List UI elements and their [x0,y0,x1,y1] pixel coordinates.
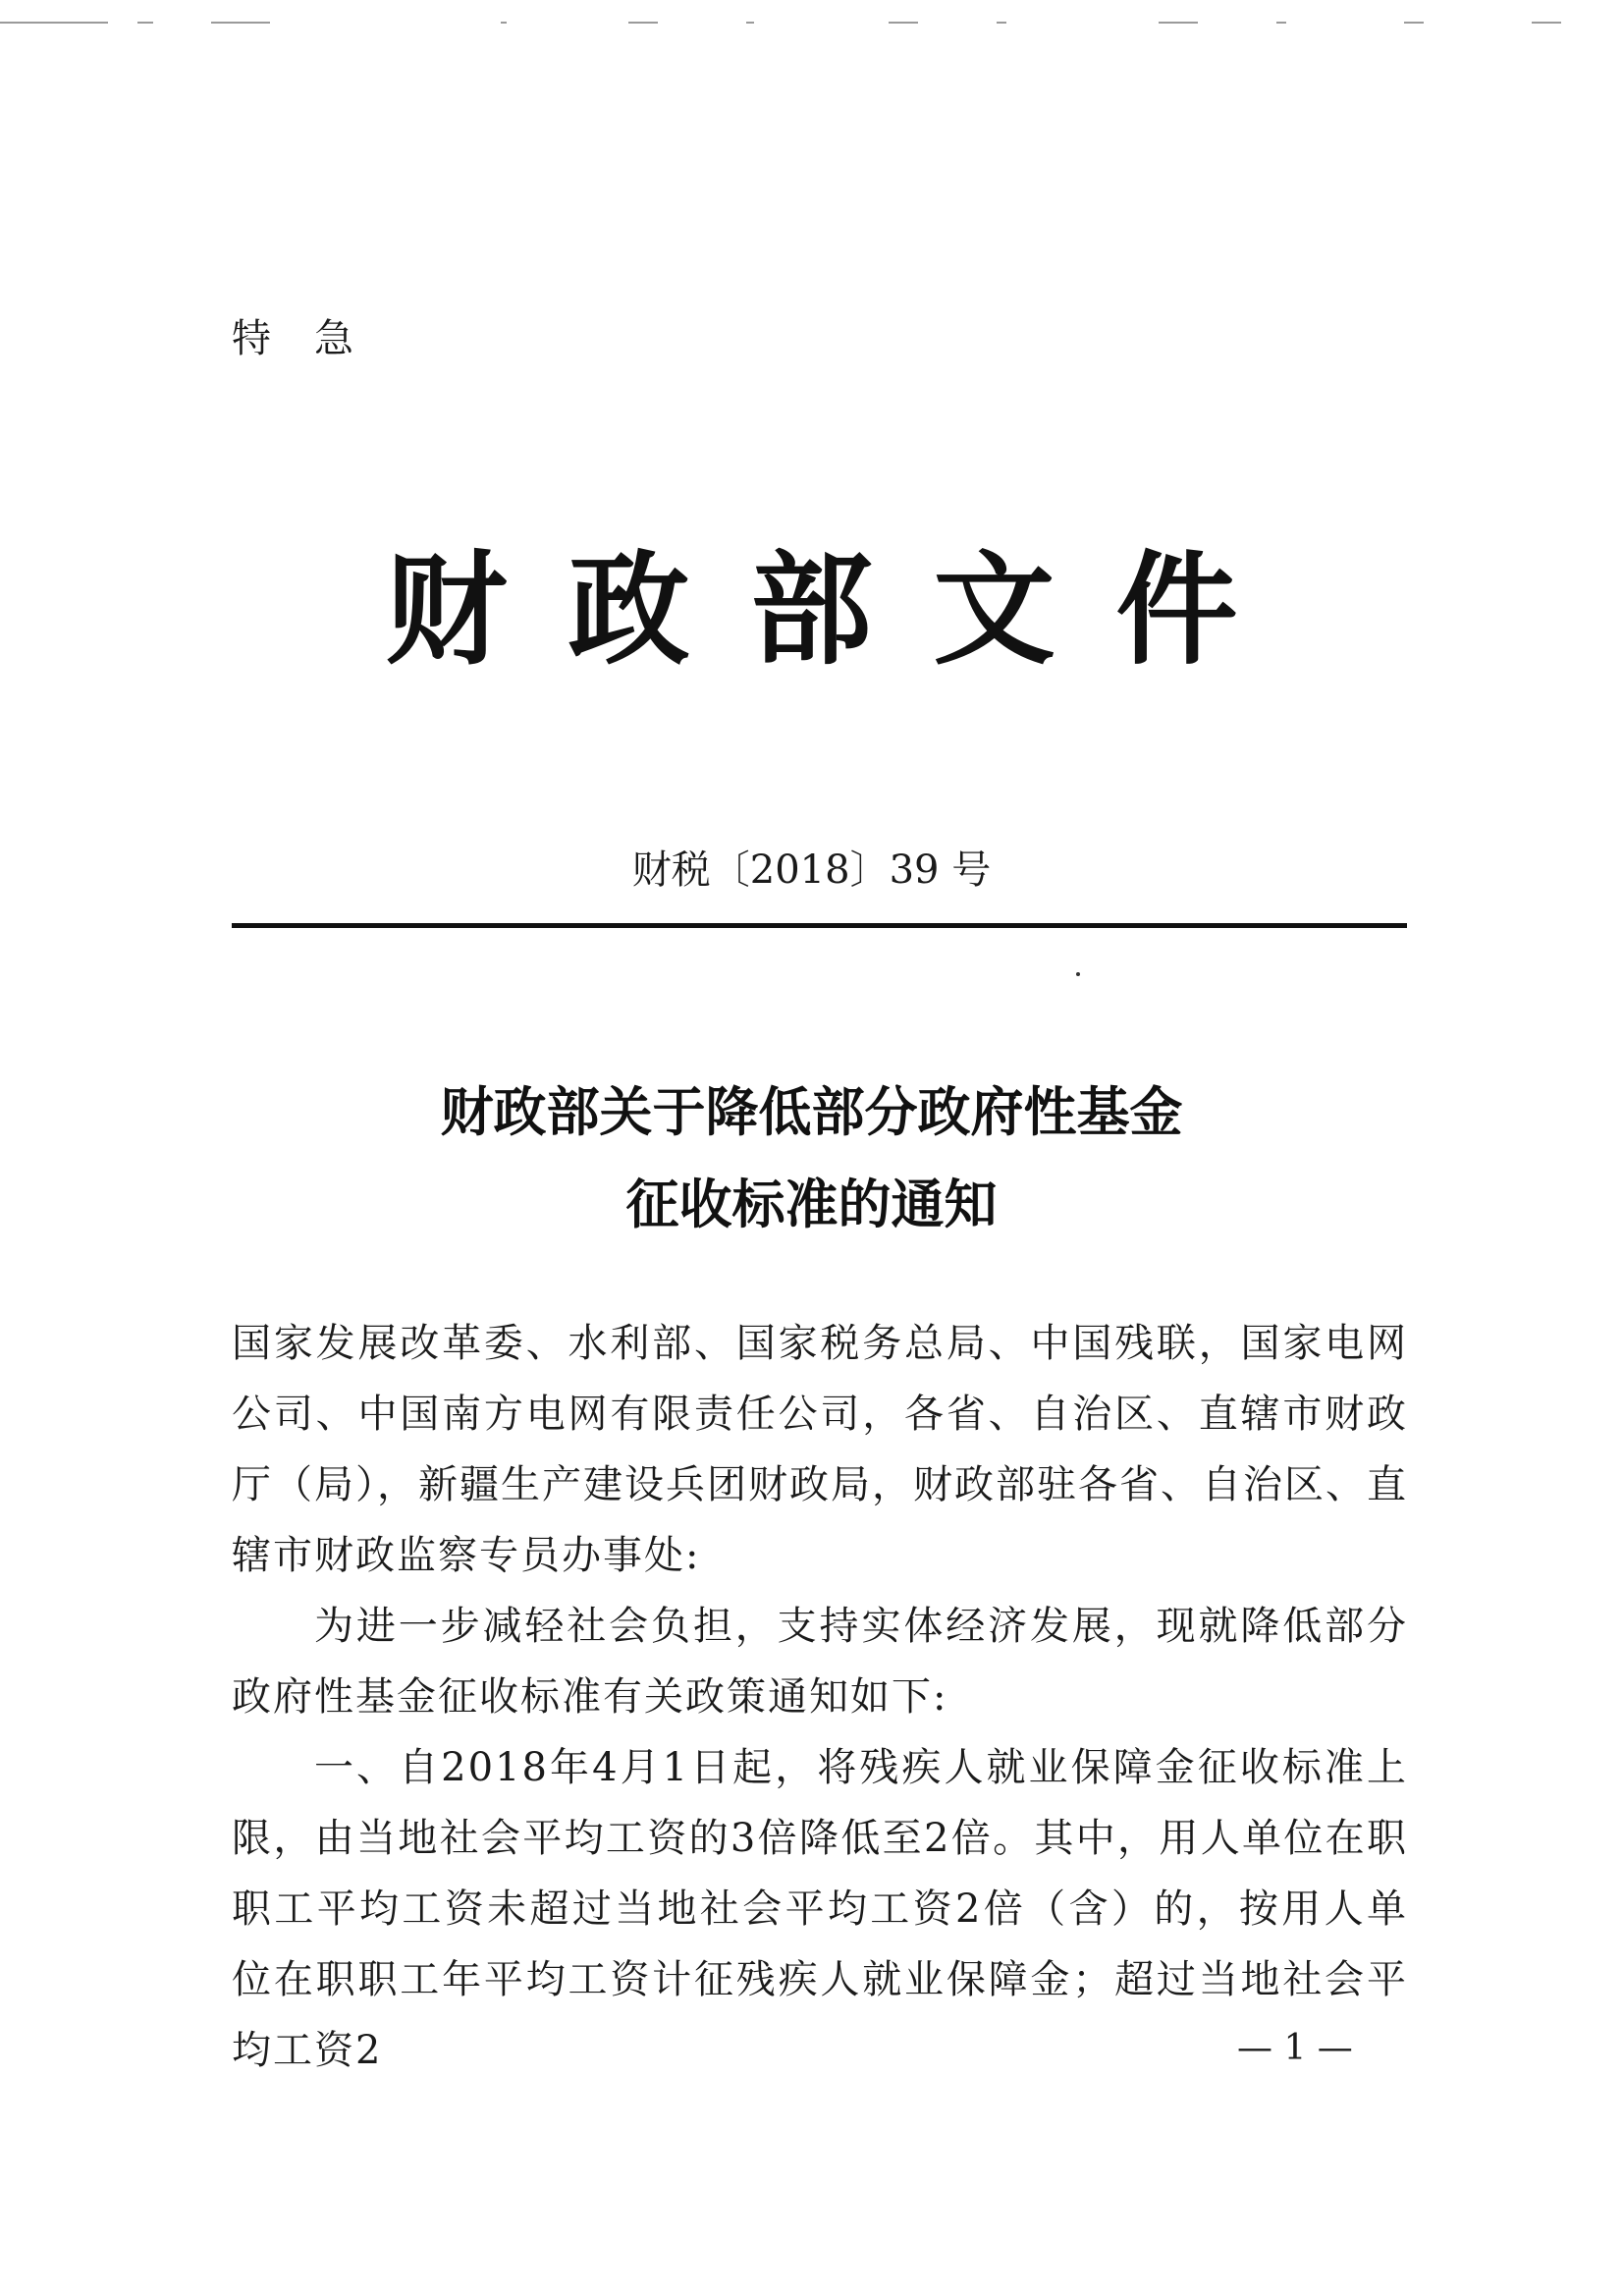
policy-paragraph-1: 一、自2018年4月1日起，将残疾人就业保障金征收标准上限，由当地社会平均工资的3倍降低至2倍。其中，用人单位在职职工平均工资未超过当地社会平均工资2倍（含）的，按用人单位在职职工年平均工资计征残疾人就业保障金；超过当地社会平均工资2 [232,1745,1408,2073]
recipients-paragraph: 国家发展改革委、水利部、国家税务总局、中国残联，国家电网公司、中国南方电网有限责任公司，各省、自治区、直辖市财政厅（局），新疆生产建设兵团财政局，财政部驻各省、自治区、直辖市财政监察专员办事处: [232,1321,1408,1578]
scan-speck [1276,22,1286,24]
scan-speck [746,22,754,24]
urgency-label: 特急 [232,316,397,361]
scan-noise [0,22,1623,27]
scan-speck [501,22,507,24]
scan-speck [0,22,108,24]
document-header-title: 财政部文件 [385,539,1299,682]
page-number: — 1 — [1237,2028,1353,2068]
scan-speck [1532,22,1561,24]
intro-paragraph: 为进一步减轻社会负担，支持实体经济发展，现就降低部分政府性基金征收标准有关政策通知如下: [232,1604,1408,1720]
scan-speck [889,22,918,24]
scan-speck [997,22,1006,24]
body-text [232,1308,1408,2086]
header-divider [232,923,1407,928]
scan-speck [211,22,270,24]
scan-speck [137,22,153,24]
scan-speck [1404,22,1424,24]
document-number: 财税〔2018〕39 号 [631,847,992,893]
scan-dot [1076,972,1080,976]
notice-title [0,1066,1623,1250]
notice-title-line-1: 财政部关于降低部分政府性基金 [440,1080,1183,1143]
notice-title-line-2: 征收标准的通知 [625,1173,998,1235]
scan-speck [628,22,658,24]
scan-speck [1159,22,1198,24]
